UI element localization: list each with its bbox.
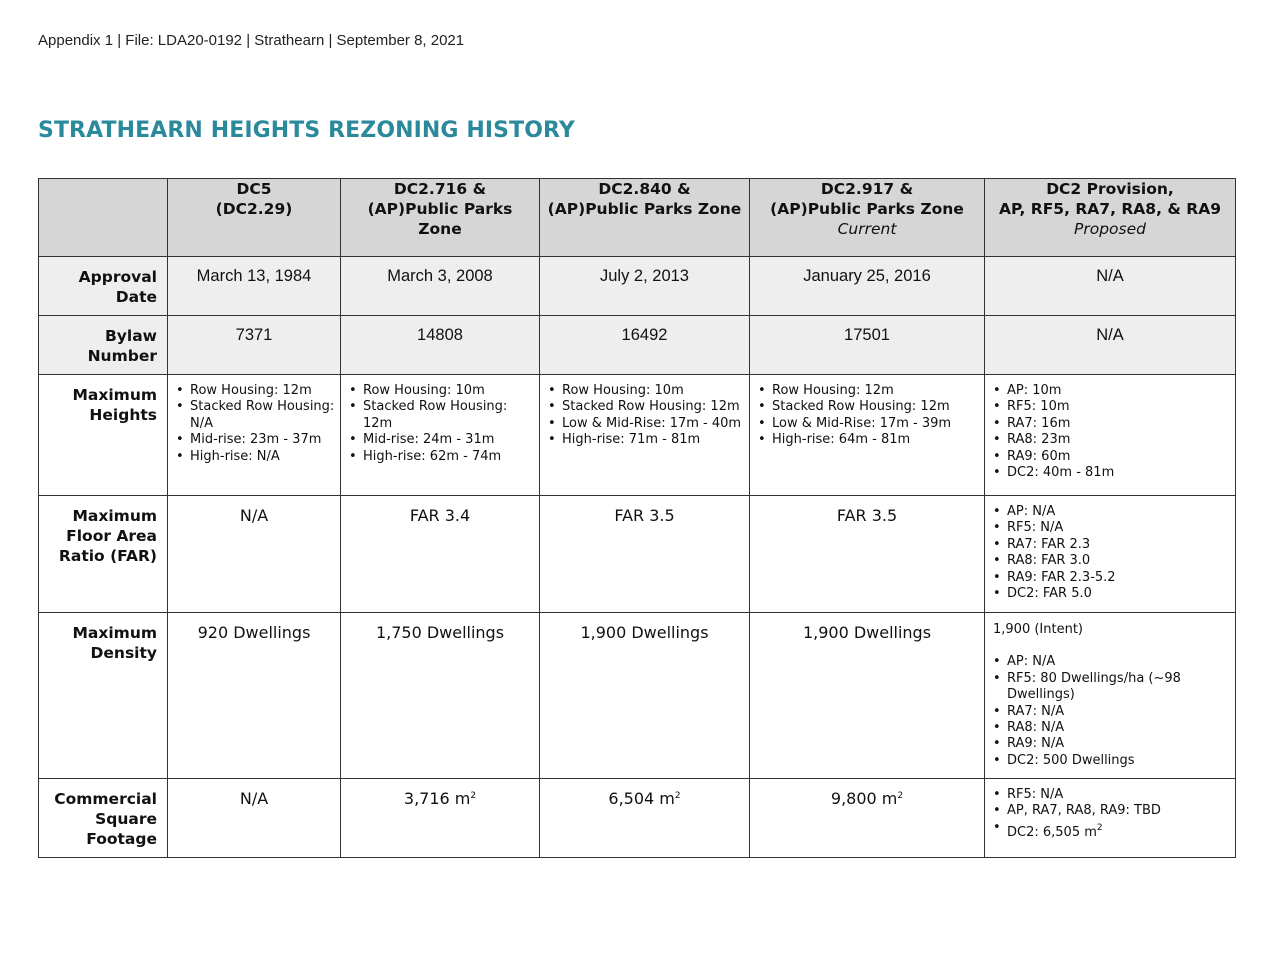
list-item: • RA7: FAR 2.3 — [1007, 537, 1231, 553]
list-item: • RA9: N/A — [1007, 736, 1231, 752]
page-title: STRATHEARN HEIGHTS REZONING HISTORY — [38, 118, 575, 143]
list-item: • High-rise: 71m - 81m — [562, 432, 745, 448]
list-item: • AP: 10m — [1007, 383, 1231, 399]
list-item: • DC2: FAR 5.0 — [1007, 586, 1231, 602]
cell-commercial-dc2-917: 9,800 $m^2$ — [750, 779, 985, 858]
list-item: • Stacked Row Housing: 12m — [562, 399, 745, 415]
table-row-maximum-far — [39, 496, 1236, 613]
list-item: • High-rise: N/A — [190, 449, 336, 465]
cell-far-dc2-840: FAR 3.5 — [540, 496, 750, 613]
cell-density-dc5: 920 Dwellings — [168, 613, 341, 779]
cell-bylaw-dc2-840: 16492 — [540, 316, 750, 375]
cell-density-dc2-716: 1,750 Dwellings — [341, 613, 540, 779]
cell-heights-dc5 — [168, 375, 341, 496]
list-item: • Mid-rise: 24m - 31m — [363, 432, 535, 448]
table-row-commercial-footage — [39, 779, 1236, 858]
list-item: • AP, RA7, RA8, RA9: TBD — [1007, 803, 1231, 819]
list-item: • RA7: 16m — [1007, 416, 1231, 432]
current-label: Current — [837, 220, 897, 238]
cell-commercial-dc2-840: 6,504 $m^2$ — [540, 779, 750, 858]
list-item: • RA7: N/A — [1007, 704, 1231, 720]
list-item: • RF5: N/A — [1007, 787, 1231, 803]
list-item: • RF5: 80 Dwellings/ha (~98 Dwellings) — [1007, 671, 1231, 704]
cell-density-dc2-917: 1,900 Dwellings — [750, 613, 985, 779]
cell-approval-dc2-provision: N/A — [985, 257, 1236, 316]
row-label-commercial-footage: Commercial Square Footage — [39, 779, 168, 858]
list-item: • Stacked Row Housing: 12m — [772, 399, 980, 415]
table-row-approval-date — [39, 257, 1236, 316]
far-list-dc2-provision — [985, 496, 1235, 610]
table-row-maximum-heights — [39, 375, 1236, 496]
cell-commercial-dc2-716: 3,716 $m^2$ — [341, 779, 540, 858]
list-item: • RA8: FAR 3.0 — [1007, 553, 1231, 569]
cell-density-dc2-840: 1,900 Dwellings — [540, 613, 750, 779]
list-item: • AP: N/A — [1007, 504, 1231, 520]
cell-heights-dc2-provision — [985, 375, 1236, 496]
heights-list-dc5 — [168, 375, 340, 473]
list-item: • Stacked Row Housing: N/A — [190, 399, 336, 432]
cell-approval-dc2-716: March 3, 2008 — [341, 257, 540, 316]
list-item: • RF5: 10m — [1007, 399, 1231, 415]
row-label-maximum-heights: Maximum Heights — [39, 375, 168, 496]
list-item: • DC2: 6,505 $m^2$ — [1007, 820, 1231, 841]
list-item: • DC2: 40m - 81m — [1007, 465, 1231, 481]
cell-far-dc5: N/A — [168, 496, 341, 613]
list-item: • AP: N/A — [1007, 654, 1231, 670]
cell-bylaw-dc2-917: 17501 — [750, 316, 985, 375]
row-label-approval-date: Approval Date — [39, 257, 168, 316]
cell-density-dc2-provision — [985, 613, 1236, 779]
column-header-dc2-716: DC2.716 & (AP)Public Parks Zone — [341, 179, 540, 257]
list-item: • RA8: N/A — [1007, 720, 1231, 736]
cell-bylaw-dc2-provision: N/A — [985, 316, 1236, 375]
heights-list-dc2-provision — [985, 375, 1235, 489]
heights-list-dc2-716 — [341, 375, 539, 473]
header-corner-cell — [39, 179, 168, 257]
column-header-dc2-provision: DC2 Provision, AP, RF5, RA7, RA8, & RA9 Proposed — [985, 179, 1236, 257]
row-label-maximum-density: Maximum Density — [39, 613, 168, 779]
rezoning-history-table — [38, 178, 1236, 858]
list-item: • High-rise: 64m - 81m — [772, 432, 980, 448]
list-item: • Low & Mid-Rise: 17m - 39m — [772, 416, 980, 432]
list-item: • RA9: 60m — [1007, 449, 1231, 465]
table-header-row — [39, 179, 1236, 257]
table-row-bylaw-number — [39, 316, 1236, 375]
cell-bylaw-dc5: 7371 — [168, 316, 341, 375]
column-header-dc5: DC5 (DC2.29) — [168, 179, 341, 257]
list-item: • Row Housing: 12m — [190, 383, 336, 399]
table-row-maximum-density — [39, 613, 1236, 779]
density-list-dc2-provision — [985, 638, 1235, 777]
heights-list-dc2-917 — [750, 375, 984, 457]
cell-bylaw-dc2-716: 14808 — [341, 316, 540, 375]
list-item: • Mid-rise: 23m - 37m — [190, 432, 336, 448]
list-item: • Stacked Row Housing: 12m — [363, 399, 535, 432]
column-header-dc2-840: DC2.840 & (AP)Public Parks Zone — [540, 179, 750, 257]
list-item: • RA8: 23m — [1007, 432, 1231, 448]
commercial-list-dc2-provision — [985, 779, 1235, 849]
column-header-dc2-917: DC2.917 & (AP)Public Parks Zone Current — [750, 179, 985, 257]
proposed-label: Proposed — [1074, 220, 1146, 238]
cell-approval-dc2-917: January 25, 2016 — [750, 257, 985, 316]
row-label-maximum-far: Maximum Floor Area Ratio (FAR) — [39, 496, 168, 613]
cell-commercial-dc2-provision — [985, 779, 1236, 858]
document-header: Appendix 1 | File: LDA20-0192 | Strathearn | September 8, 2021 — [38, 32, 465, 49]
density-intent: 1,900 (Intent) — [993, 622, 1083, 637]
list-item: • RA9: FAR 2.3-5.2 — [1007, 570, 1231, 586]
cell-commercial-dc5: N/A — [168, 779, 341, 858]
list-item: • DC2: 500 Dwellings — [1007, 753, 1231, 769]
list-item: • High-rise: 62m - 74m — [363, 449, 535, 465]
cell-far-dc2-917: FAR 3.5 — [750, 496, 985, 613]
heights-list-dc2-840 — [540, 375, 749, 457]
cell-approval-dc2-840: July 2, 2013 — [540, 257, 750, 316]
list-item: • Row Housing: 12m — [772, 383, 980, 399]
list-item: • RF5: N/A — [1007, 520, 1231, 536]
cell-far-dc2-716: FAR 3.4 — [341, 496, 540, 613]
cell-heights-dc2-716 — [341, 375, 540, 496]
cell-far-dc2-provision — [985, 496, 1236, 613]
cell-approval-dc5: March 13, 1984 — [168, 257, 341, 316]
cell-heights-dc2-917 — [750, 375, 985, 496]
list-item: • Row Housing: 10m — [363, 383, 535, 399]
list-item: • Row Housing: 10m — [562, 383, 745, 399]
list-item: • Low & Mid-Rise: 17m - 40m — [562, 416, 745, 432]
row-label-bylaw-number: Bylaw Number — [39, 316, 168, 375]
cell-heights-dc2-840 — [540, 375, 750, 496]
